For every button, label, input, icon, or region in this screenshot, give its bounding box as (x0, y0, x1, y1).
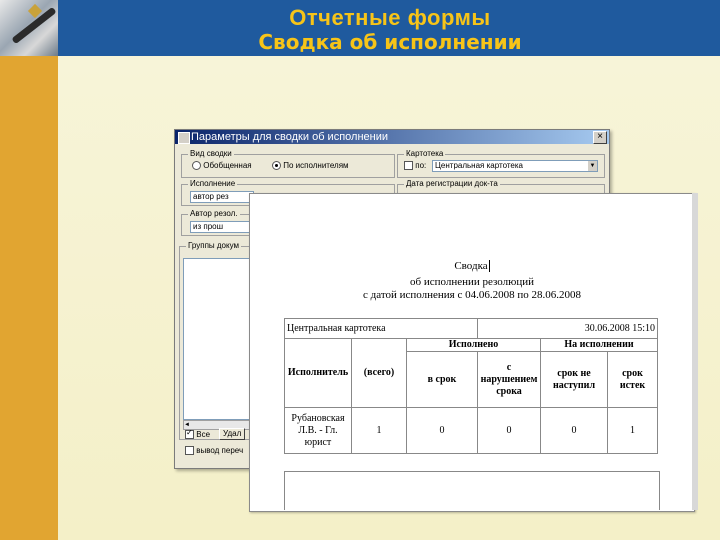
header-done: Исполнено (407, 339, 541, 352)
radio-by-executors-label: По исполнителям (283, 161, 349, 170)
header-on-time: в срок (407, 352, 478, 408)
radio-by-executors[interactable] (272, 161, 281, 170)
horizontal-scrollbar[interactable]: ◄ (183, 420, 255, 430)
doc-groups-label: Группы докум (188, 241, 239, 250)
dialog-title: Параметры для сводки об исполнении (191, 131, 388, 143)
vertical-scrollbar[interactable] (692, 193, 698, 510)
header-not-due: срок не наступил (541, 352, 608, 408)
doc-groups-list[interactable] (183, 258, 255, 420)
card-checkbox[interactable] (404, 161, 413, 170)
row-on-time: 0 (407, 408, 478, 454)
report-table (284, 318, 658, 454)
author-group-label: Автор резол. (190, 209, 238, 218)
header-total: (всего) (352, 339, 407, 408)
report-title-text: Сводка (454, 260, 488, 272)
header-overdue: срок истек (608, 352, 658, 408)
all-checkbox-label: Все (196, 430, 211, 439)
report-page (249, 193, 695, 512)
chevron-down-icon[interactable]: ▼ (589, 163, 596, 169)
card-checkbox-label: по: (415, 161, 427, 170)
author-input[interactable]: из прош (190, 221, 254, 233)
row-not-due: 0 (541, 408, 608, 454)
radio-generalized-label: Обобщенная (203, 161, 252, 170)
summary-type-label: Вид сводки (190, 149, 232, 158)
all-checkbox[interactable] (185, 430, 194, 439)
left-accent-strip (0, 56, 58, 540)
slide-title: Отчетные формы (289, 5, 491, 30)
report-title (250, 260, 694, 272)
all-checkbox-wrap (185, 430, 210, 439)
dialog-titlebar (175, 130, 609, 144)
executor-input[interactable]: автор рез (190, 191, 254, 203)
card-group (397, 149, 605, 178)
report-blank-section (284, 471, 660, 510)
row-overdue: 1 (608, 408, 658, 454)
close-button[interactable]: × (593, 131, 607, 144)
output-list-checkbox[interactable] (185, 446, 194, 455)
header-executor: Исполнитель (285, 339, 352, 408)
header-late: с нарушением срока (478, 352, 541, 408)
row-total: 1 (352, 408, 407, 454)
summary-type-group (181, 149, 395, 178)
header-in-progress: На исполнении (541, 339, 658, 352)
date-group-label: Дата регистрации док-та (406, 179, 498, 188)
window-icon (178, 132, 190, 144)
slide-subtitle: Сводка об исполнении (258, 30, 522, 54)
delete-button[interactable]: Удал (219, 428, 245, 440)
executor-group-label: Исполнение (190, 179, 236, 188)
row-executor-name: Рубановская Л.В. - Гл. юрист (285, 408, 352, 454)
text-cursor (489, 260, 490, 272)
card-select[interactable] (432, 160, 598, 172)
report-line-2: об исполнении резолюций (409, 276, 535, 288)
report-line-3: с датой исполнения с 04.06.2008 по 28.06.2008 (363, 289, 581, 301)
card-select-value: Центральная картотека (435, 161, 523, 170)
card-name-cell: Центральная картотека (285, 319, 478, 339)
bottom-checkbox-wrap (185, 446, 243, 455)
card-group-label: Картотека (406, 149, 444, 158)
output-list-checkbox-label: вывод переч (196, 446, 244, 455)
radio-generalized[interactable] (192, 161, 201, 170)
row-late: 0 (478, 408, 541, 454)
report-datetime-cell: 30.06.2008 15:10 (478, 319, 658, 339)
